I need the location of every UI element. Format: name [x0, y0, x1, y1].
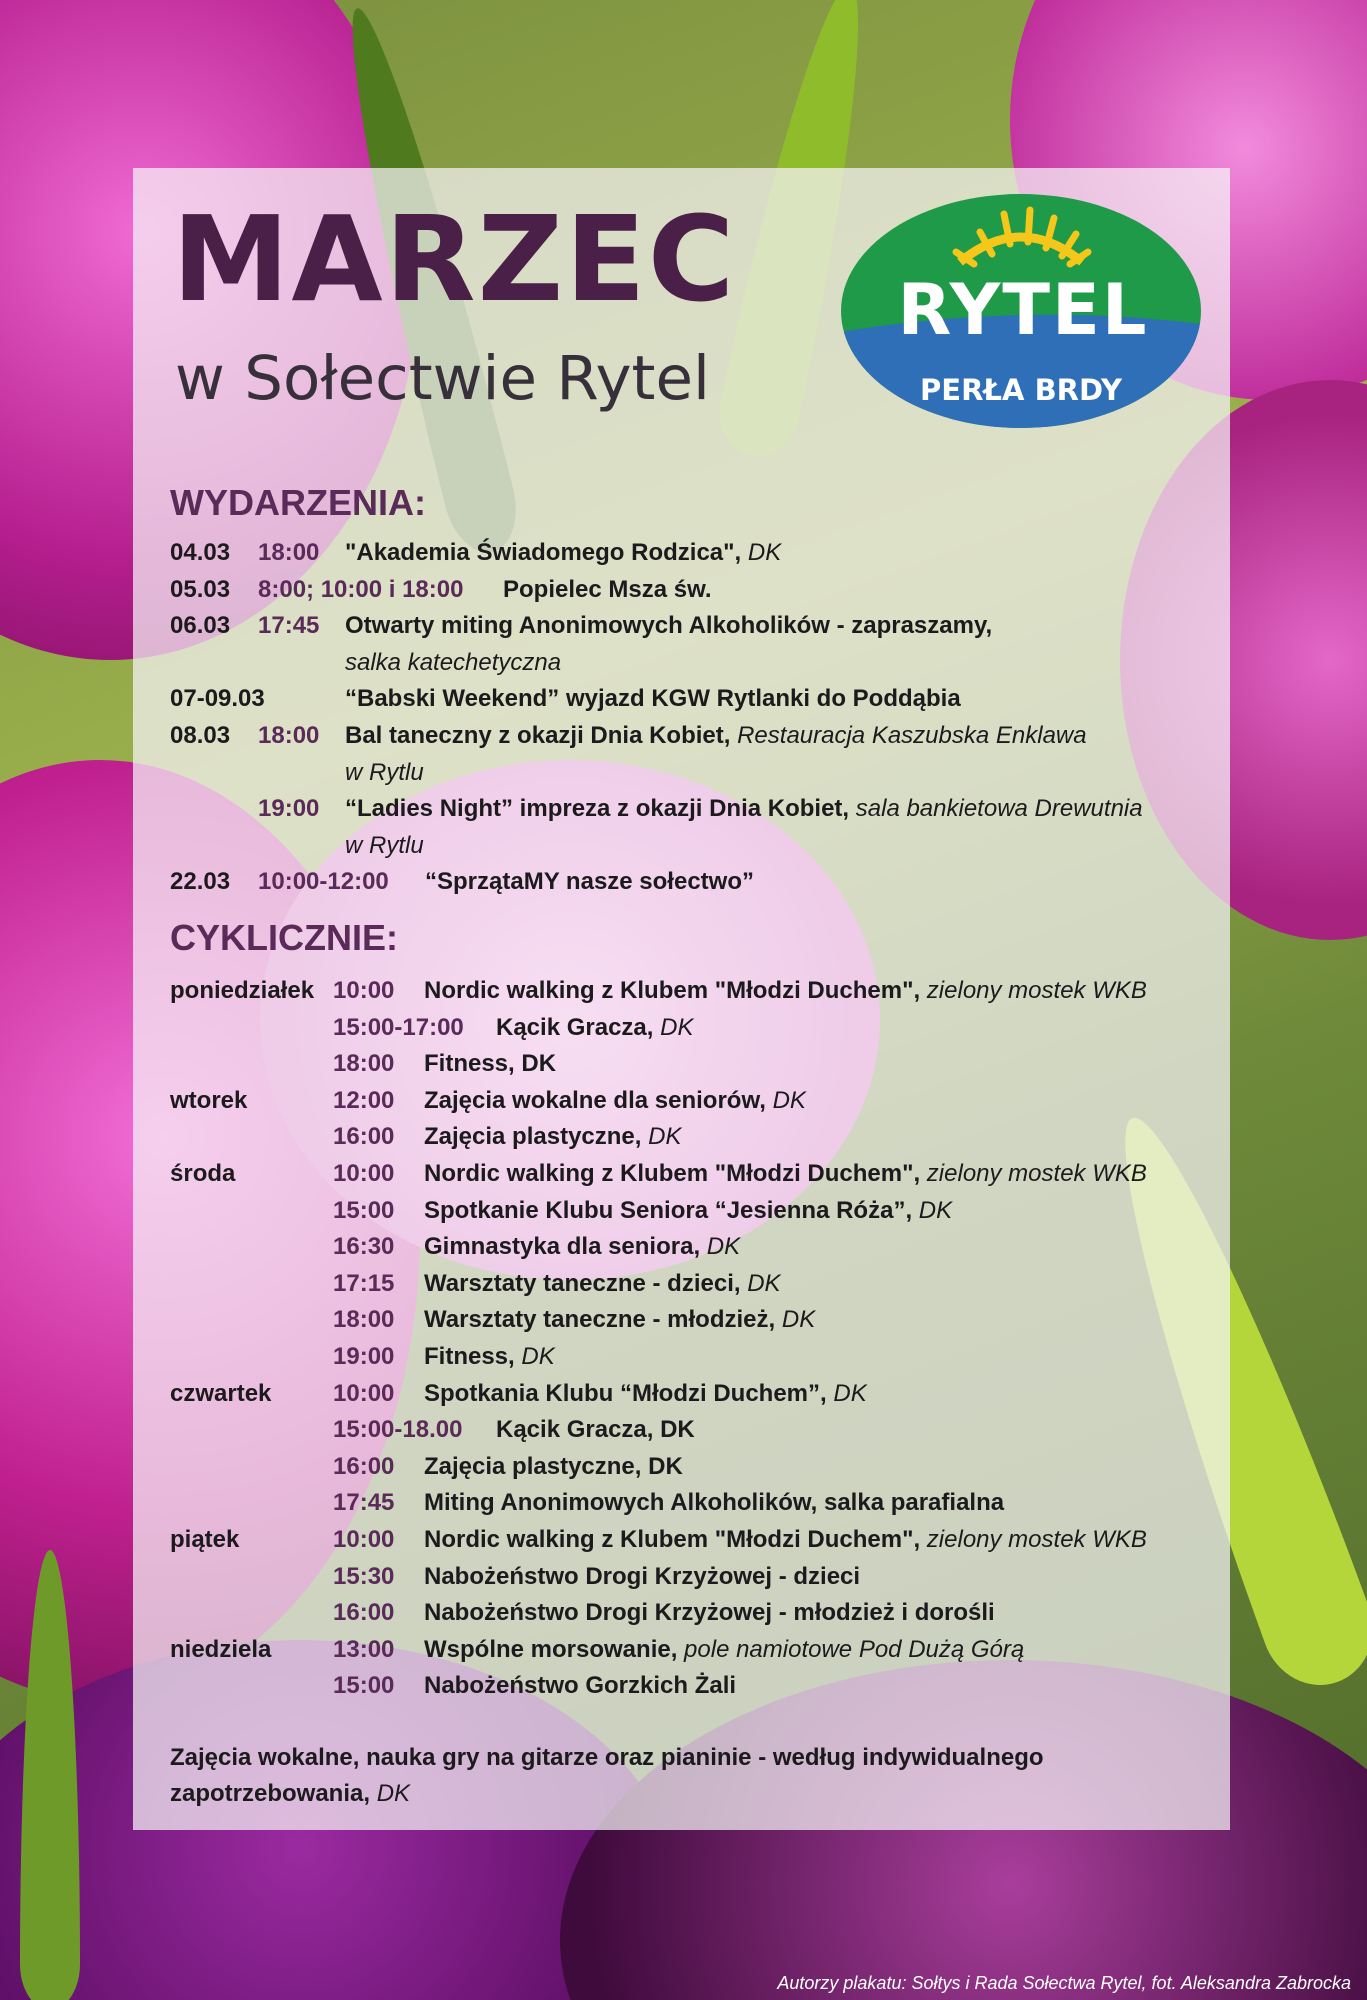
event-location: zielony mostek WKB [920, 1525, 1147, 1553]
event-description [424, 1193, 952, 1230]
event-description [425, 864, 754, 901]
event-location: zielony mostek WKB [920, 977, 1147, 1004]
note-text: Zajęcia wokalne, nauka gry na gitarze oraz pianinie - według indywidualnego zapotrzebowania, [170, 1744, 1044, 1807]
event-title: Popielec Msza św. [503, 575, 712, 603]
schedule-row [170, 1229, 1367, 1266]
event-description [424, 1229, 740, 1266]
event-description [424, 1595, 995, 1632]
poster-credit: Autorzy plakatu: Sołtys i Rada Sołectwa Rytel, fot. Aleksandra Zabrocka [777, 1973, 1351, 1993]
event-date: 08.03 [170, 721, 231, 749]
event-time: 17:45 [258, 612, 320, 640]
event-location: w Rytlu [345, 831, 424, 859]
event-location: w Rytlu [345, 758, 424, 786]
event-description [424, 1266, 781, 1303]
weekday: poniedziałek [170, 977, 315, 1004]
weekday: środa [170, 1159, 236, 1187]
recurring-heading: CYKLICZNIE: [170, 917, 398, 958]
event-time: 17:45 [333, 1489, 395, 1517]
page-subtitle: w Sołectwie Rytel [175, 343, 710, 414]
event-time: 18:00 [333, 1306, 395, 1334]
event-time: 10:00 [333, 1379, 395, 1407]
logo-name: RYTEL [897, 269, 1149, 351]
event-date: 05.03 [170, 575, 231, 603]
schedule-row [170, 791, 1367, 828]
event-title: Kącik Gracza, [496, 1013, 654, 1041]
event-title: Fitness, DK [424, 1050, 557, 1078]
schedule-row [170, 1485, 1367, 1522]
schedule-row [170, 1119, 1367, 1156]
note-location: DK [370, 1780, 411, 1807]
event-time: 16:30 [333, 1233, 395, 1261]
event-title: Nordic walking z Klubem "Młodzi Duchem", [424, 1525, 921, 1553]
event-time: 13:00 [333, 1635, 395, 1663]
event-time: 8:00; 10:00 i 18:00 [258, 575, 464, 603]
event-location: DK [912, 1196, 953, 1224]
event-title: Zajęcia plastyczne, DK [424, 1452, 683, 1480]
event-location: salka katechetyczna [345, 648, 562, 676]
event-title: Miting Anonimowych Alkoholików, salka parafialna [424, 1489, 1005, 1517]
event-location: zielony mostek WKB [920, 1159, 1147, 1187]
event-description [424, 1522, 1147, 1559]
schedule-row [170, 864, 1367, 901]
schedule-row [170, 1632, 1367, 1669]
schedule-row [170, 1522, 1367, 1559]
event-location: DK [514, 1342, 555, 1370]
schedule-row [170, 973, 1367, 1010]
event-title: Nabożeństwo Drogi Krzyżowej - dzieci [424, 1562, 861, 1590]
event-time: 15:00 [333, 1196, 395, 1224]
event-description [345, 681, 961, 718]
event-title: Zajęcia wokalne dla seniorów, [424, 1086, 766, 1114]
schedule-row [170, 755, 1367, 792]
event-location: DK [765, 1086, 806, 1114]
event-time: 10:00-12:00 [258, 868, 389, 896]
event-title: "Akademia Świadomego Rodzica", [345, 539, 742, 566]
event-title: Spotkania Klubu “Młodzi Duchem”, [424, 1379, 827, 1407]
event-title: Zajęcia plastyczne, [424, 1123, 642, 1151]
schedule-row [170, 1046, 1367, 1083]
event-description [424, 1485, 1004, 1522]
event-description [424, 1559, 860, 1596]
schedule-row [170, 1668, 1367, 1705]
event-description [345, 791, 1143, 828]
page-title: MARZEC [172, 190, 737, 328]
schedule-row [170, 535, 1367, 572]
schedule-row [170, 1083, 1367, 1120]
recurring-list [170, 973, 1367, 1705]
schedule-row [170, 1193, 1367, 1230]
event-time: 16:00 [333, 1452, 395, 1480]
event-title: Kącik Gracza, DK [496, 1416, 695, 1444]
event-location: DK [775, 1306, 816, 1334]
event-description [345, 535, 781, 572]
event-time: 18:00 [258, 721, 320, 749]
schedule-row [170, 1595, 1367, 1632]
event-location: DK [740, 1269, 781, 1297]
event-time: 10:00 [333, 1525, 395, 1553]
event-location: Restauracja Kaszubska Enklawa [730, 721, 1087, 749]
event-date: 22.03 [170, 868, 231, 896]
events-heading: WYDARZENIA: [170, 482, 426, 523]
event-description [345, 718, 1087, 755]
schedule-row [170, 1339, 1367, 1376]
schedule-row [170, 1559, 1367, 1596]
event-title: Bal taneczny z okazji Dnia Kobiet, [345, 721, 731, 749]
event-description [503, 572, 712, 609]
event-title: Nabożeństwo Gorzkich Żali [424, 1672, 737, 1700]
event-location: sala bankietowa Drewutnia [849, 795, 1143, 823]
event-time: 15:00-18.00 [333, 1416, 463, 1444]
event-description [424, 1339, 555, 1376]
event-time: 19:00 [258, 795, 320, 823]
event-time: 10:00 [333, 1159, 395, 1187]
event-description [496, 1412, 695, 1449]
event-title: Nordic walking z Klubem "Młodzi Duchem", [424, 1159, 921, 1187]
event-description [496, 1010, 693, 1047]
weekday: niedziela [170, 1635, 272, 1663]
schedule-row [170, 645, 1367, 682]
schedule-row [170, 1449, 1367, 1486]
event-title: Spotkanie Klubu Seniora “Jesienna Róża”, [424, 1196, 913, 1224]
event-title: Warsztaty taneczne - młodzież, [424, 1306, 776, 1334]
event-time: 12:00 [333, 1086, 395, 1114]
event-location: DK [653, 1013, 694, 1041]
event-description [424, 1668, 736, 1705]
schedule-row [170, 1376, 1367, 1413]
event-title: “Babski Weekend” wyjazd KGW Rytlanki do Poddąbia [345, 685, 961, 713]
event-description [424, 1046, 556, 1083]
event-date: 04.03 [170, 539, 231, 566]
event-title: Fitness, [424, 1342, 515, 1370]
schedule-row [170, 1412, 1367, 1449]
schedule-row [170, 1266, 1367, 1303]
event-time: 16:00 [333, 1123, 395, 1151]
event-title: Warsztaty taneczne - dzieci, [424, 1269, 741, 1297]
event-description [424, 1083, 806, 1120]
weekday: czwartek [170, 1379, 272, 1407]
event-date: 07-09.03 [170, 685, 265, 713]
event-location: DK [700, 1233, 741, 1261]
event-description [424, 973, 1147, 1010]
schedule-row [170, 1010, 1367, 1047]
event-time: 17:15 [333, 1269, 395, 1297]
event-description [424, 1449, 683, 1486]
schedule-row [170, 608, 1367, 645]
schedule-row [170, 572, 1367, 609]
event-time: 15:30 [333, 1562, 395, 1590]
event-title: “SprzątaMY nasze sołectwo” [425, 868, 754, 896]
event-time: 15:00-17:00 [333, 1013, 464, 1041]
event-description [424, 1156, 1147, 1193]
event-description [424, 1302, 815, 1339]
event-description [345, 645, 561, 682]
event-time: 18:00 [258, 539, 320, 566]
event-time: 18:00 [333, 1050, 395, 1078]
event-description [345, 755, 424, 792]
schedule-row [170, 1156, 1367, 1193]
event-title: “Ladies Night” impreza z okazji Dnia Kobiet, [345, 795, 850, 823]
schedule-row [170, 828, 1367, 865]
events-list [170, 535, 1367, 901]
weekday: wtorek [170, 1086, 248, 1114]
schedule-row [170, 681, 1367, 718]
event-description [424, 1632, 1024, 1669]
event-location: DK [826, 1379, 867, 1407]
event-location: DK [641, 1123, 682, 1151]
event-time: 16:00 [333, 1599, 395, 1627]
event-title: Gimnastyka dla seniora, [424, 1233, 701, 1261]
event-title: Otwarty miting Anonimowych Alkoholików - zapraszamy, [345, 612, 993, 640]
weekday: piątek [170, 1525, 240, 1553]
rytel-logo [840, 192, 1202, 430]
event-time: 10:00 [333, 977, 395, 1004]
event-description [345, 828, 424, 865]
event-title: Nabożeństwo Drogi Krzyżowej - młodzież i dorośli [424, 1599, 995, 1627]
event-time: 19:00 [333, 1342, 395, 1370]
event-time: 15:00 [333, 1672, 395, 1700]
logo-tagline: PERŁA BRDY [920, 373, 1122, 407]
schedule-row [170, 1302, 1367, 1339]
event-location: DK [741, 539, 782, 566]
event-description [424, 1119, 681, 1156]
event-title: Nordic walking z Klubem "Młodzi Duchem", [424, 977, 921, 1004]
event-title: Wspólne morsowanie, [424, 1635, 678, 1663]
schedule-row [170, 718, 1367, 755]
event-description [345, 608, 992, 645]
event-location: pole namiotowe Pod Dużą Górą [677, 1635, 1025, 1663]
event-date: 06.03 [170, 612, 231, 640]
additional-note [170, 1740, 1130, 1812]
event-description [424, 1376, 867, 1413]
